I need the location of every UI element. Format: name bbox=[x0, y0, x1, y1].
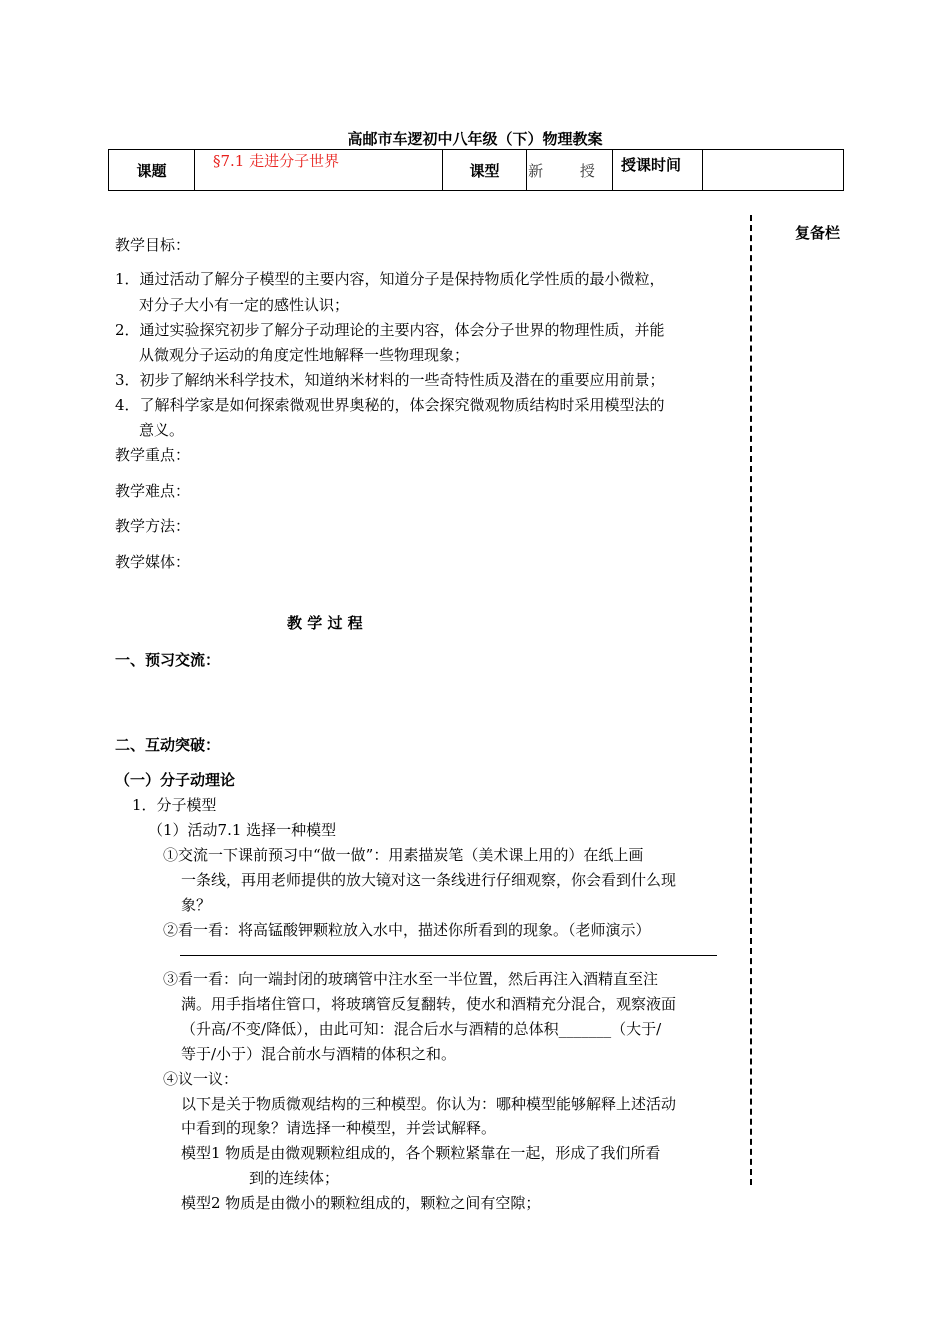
answer-blank-line[interactable] bbox=[180, 955, 717, 956]
step4-line2: 以下是关于物质微观结构的三种模型。你认为：哪种模型能够解释上述活动 bbox=[181, 1095, 677, 1113]
methods-label: 教学方法： bbox=[115, 517, 191, 535]
objective-4-line2: 意义。 bbox=[139, 421, 185, 439]
document-title: 高邮市车逻初中八年级（下）物理教案 bbox=[347, 130, 603, 148]
activity-7-1: （1）活动7.1 选择一种模型 bbox=[148, 821, 337, 839]
model1-line1: 模型1 物质是由微观颗粒组成的，各个颗粒紧靠在一起，形成了我们所看 bbox=[181, 1144, 661, 1162]
objective-1-line2: 对分子大小有一定的感性认识； bbox=[139, 296, 350, 314]
section-interactive: 二、互动突破： bbox=[115, 736, 221, 754]
review-column-label: 复备栏 bbox=[795, 224, 841, 242]
step3-line1: ③看一看：向一端封闭的玻璃管中注水至一半位置，然后再注入酒精直至注 bbox=[163, 970, 659, 988]
objective-4-line1: 4．了解科学家是如何探索微观世界奥秘的，体会探究微观物质结构时采用模型法的 bbox=[115, 396, 665, 414]
model1-line2: 到的连续体； bbox=[249, 1169, 340, 1187]
model2-line: 模型2 物质是由微小的颗粒组成的，颗粒之间有空隙； bbox=[181, 1194, 541, 1212]
objective-1-line1: 1．通过活动了解分子模型的主要内容，知道分子是保持物质化学性质的最小微粒， bbox=[115, 270, 665, 288]
step1-line3: 象？ bbox=[181, 896, 212, 914]
type-label: 课型 bbox=[443, 150, 527, 191]
step4-line3: 中看到的现象？请选择一种模型，并尝试解释。 bbox=[181, 1119, 497, 1137]
topic-label: 课题 bbox=[109, 150, 195, 191]
objectives-heading: 教学目标： bbox=[115, 236, 191, 254]
margin-divider bbox=[750, 215, 752, 1185]
lesson-header-table bbox=[108, 149, 844, 191]
topic-value: §7.1 走进分子世界 bbox=[195, 150, 443, 191]
step3-line3: （升高/不变/降低），由此可知：混合后水与酒精的总体积_______（大于/ bbox=[181, 1020, 662, 1038]
step3-line2: 满。用手指堵住管口，将玻璃管反复翻转，使水和酒精充分混合，观察液面 bbox=[181, 995, 677, 1013]
objective-3-line1: 3．初步了解纳米科学技术，知道纳米材料的一些奇特性质及潜在的重要应用前景； bbox=[115, 371, 665, 389]
objective-2-line2: 从微观分子运动的角度定性地解释一些物理现象； bbox=[139, 346, 470, 364]
media-label: 教学媒体： bbox=[115, 553, 191, 571]
time-label: 授课时间 bbox=[613, 150, 703, 191]
key-points-label: 教学重点： bbox=[115, 446, 191, 464]
section-preview-exchange: 一、预习交流： bbox=[115, 651, 221, 669]
step2-line1: ②看一看：将高锰酸钾颗粒放入水中，描述你所看到的现象。（老师演示） bbox=[163, 921, 651, 939]
step1-line2: 一条线，再用老师提供的放大镜对这一条线进行仔细观察，你会看到什么现 bbox=[181, 871, 677, 889]
time-value bbox=[703, 150, 844, 191]
process-heading: 教 学 过 程 bbox=[287, 614, 363, 632]
step4-line1: ④议一议： bbox=[163, 1070, 239, 1088]
difficulties-label: 教学难点： bbox=[115, 482, 191, 500]
step1-line1: ①交流一下课前预习中“做一做”：用素描炭笔（美术课上用的）在纸上画 bbox=[163, 846, 644, 864]
item-molecular-model: 1．分子模型 bbox=[132, 796, 217, 814]
subsection-molecular-theory: （一）分子动理论 bbox=[115, 771, 236, 789]
step3-line4: 等于/小于）混合前水与酒精的体积之和。 bbox=[181, 1045, 457, 1063]
type-value: 新 授 bbox=[527, 150, 613, 191]
objective-2-line1: 2．通过实验探究初步了解分子动理论的主要内容，体会分子世界的物理性质，并能 bbox=[115, 321, 665, 339]
